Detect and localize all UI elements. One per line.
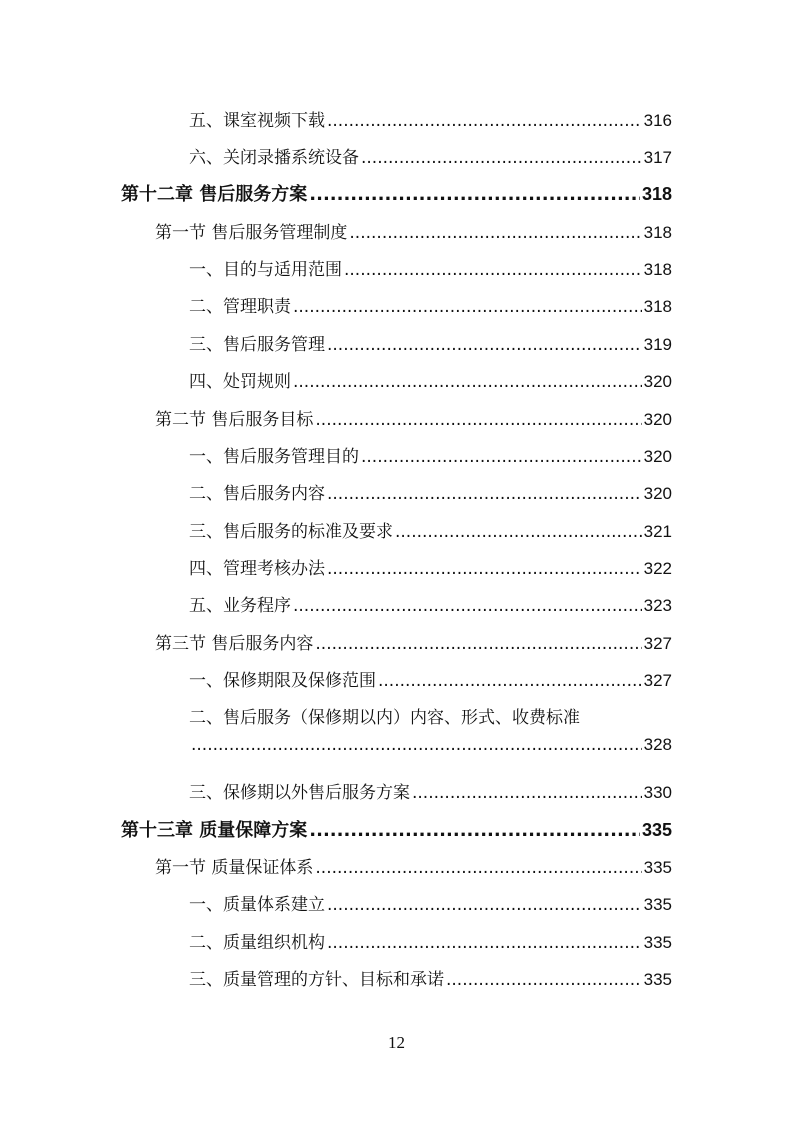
dot-leader	[378, 671, 642, 691]
page-number: 12	[388, 1033, 405, 1052]
toc-entry-page: 318	[641, 184, 672, 204]
dot-leader	[293, 372, 642, 392]
dot-leader	[315, 858, 641, 878]
toc-entry-title: 四、管理考核办法	[189, 559, 325, 579]
toc-entry-title: 三、售后服务的标准及要求	[189, 522, 393, 542]
dot-leader	[412, 783, 642, 803]
toc-entry-title: 一、质量体系建立	[189, 895, 325, 915]
toc-entry-title: 第十二章 售后服务方案	[121, 184, 308, 205]
toc-entry-page: 335	[643, 933, 672, 952]
dot-leader	[293, 297, 642, 317]
dot-leader	[309, 820, 640, 841]
toc-section-entry[interactable]	[0, 853, 793, 883]
toc-entry-title: 一、目的与适用范围	[189, 260, 342, 280]
toc-entry[interactable]	[0, 517, 793, 547]
toc-entry-title: 二、管理职责	[189, 297, 291, 317]
toc-entry-page: 320	[643, 372, 672, 391]
dot-leader	[327, 895, 642, 915]
dot-leader	[327, 335, 642, 355]
toc-entry[interactable]	[0, 292, 793, 322]
toc-entry-page: 320	[643, 447, 672, 466]
toc-entry[interactable]	[0, 330, 793, 360]
toc-entry-title: 第十三章 质量保障方案	[121, 820, 308, 841]
dot-leader	[361, 148, 642, 168]
dot-leader	[446, 970, 642, 990]
toc-entry-page: 320	[643, 410, 672, 429]
toc-entry-title: 第一节 售后服务管理制度	[155, 223, 348, 243]
dot-leader	[315, 634, 641, 654]
dot-leader	[191, 735, 642, 755]
dot-leader	[349, 223, 641, 243]
toc-entry-page: 319	[643, 335, 672, 354]
toc-chapter-entry[interactable]	[0, 180, 793, 210]
toc-entry-page: 330	[643, 783, 672, 802]
toc-entry-page: 318	[643, 297, 672, 316]
toc-entry-title: 六、关闭录播系统设备	[189, 148, 359, 168]
toc-entry-wrapped[interactable]	[0, 703, 793, 767]
toc-entry[interactable]	[0, 928, 793, 958]
toc-section-entry[interactable]	[0, 218, 793, 248]
toc-section-entry[interactable]	[0, 629, 793, 659]
toc-entry-page: 320	[643, 484, 672, 503]
toc-entry-page: 322	[643, 559, 672, 578]
toc-entry-page: 317	[643, 148, 672, 167]
toc-entry-title: 第一节 质量保证体系	[155, 858, 314, 878]
toc-entry-title: 第二节 售后服务目标	[155, 410, 314, 430]
toc-entry-page: 335	[641, 820, 672, 840]
toc-entry[interactable]	[0, 106, 793, 136]
dot-leader	[327, 559, 642, 579]
toc-entry[interactable]	[0, 479, 793, 509]
dot-leader	[327, 111, 642, 131]
toc-entry[interactable]	[0, 965, 793, 995]
toc-section-entry[interactable]	[0, 405, 793, 435]
toc-entry[interactable]	[0, 554, 793, 584]
toc-entry-title: 第三节 售后服务内容	[155, 634, 314, 654]
toc-entry-title: 三、保修期以外售后服务方案	[189, 783, 410, 803]
toc-entry-page: 335	[643, 970, 672, 989]
toc-entry-page: 335	[643, 895, 672, 914]
toc-entry-page: 318	[643, 223, 672, 242]
toc-chapter-entry[interactable]	[0, 816, 793, 846]
toc-entry-title: 二、售后服务内容	[189, 484, 325, 504]
dot-leader	[361, 447, 642, 467]
toc-entry-title: 二、质量组织机构	[189, 933, 325, 953]
toc-entry-page: 318	[643, 260, 672, 279]
dot-leader	[327, 484, 642, 504]
toc-entry-title: 五、课室视频下载	[189, 111, 325, 131]
toc-entry-title: 二、售后服务（保修期以内）内容、形式、收费标准	[189, 708, 580, 728]
dot-leader	[395, 522, 642, 542]
toc-entry[interactable]	[0, 591, 793, 621]
toc-entry-page: 328	[643, 735, 672, 754]
toc-entry[interactable]	[0, 255, 793, 285]
toc-entry-page: 327	[643, 634, 672, 653]
dot-leader	[309, 184, 640, 205]
toc-entry-title: 三、质量管理的方针、目标和承诺	[189, 970, 444, 990]
toc-entry-title: 一、保修期限及保修范围	[189, 671, 376, 691]
toc-entry-page: 323	[643, 596, 672, 615]
toc-entry[interactable]	[0, 143, 793, 173]
toc-entry[interactable]	[0, 890, 793, 920]
toc-entry[interactable]	[0, 778, 793, 808]
toc-entry-title: 五、业务程序	[189, 596, 291, 616]
toc-entry-page: 321	[643, 522, 672, 541]
dot-leader	[293, 596, 642, 616]
dot-leader	[327, 933, 642, 953]
toc-entry[interactable]	[0, 442, 793, 472]
toc-entry[interactable]	[0, 666, 793, 696]
toc-entry-page: 327	[643, 671, 672, 690]
toc-entry-title: 三、售后服务管理	[189, 335, 325, 355]
dot-leader	[315, 410, 641, 430]
toc-entry-page: 335	[643, 858, 672, 877]
toc-entry-page: 316	[643, 111, 672, 130]
toc-entry[interactable]	[0, 367, 793, 397]
toc-entry-title: 一、售后服务管理目的	[189, 447, 359, 467]
dot-leader	[344, 260, 642, 280]
toc-entry-title: 四、处罚规则	[189, 372, 291, 392]
